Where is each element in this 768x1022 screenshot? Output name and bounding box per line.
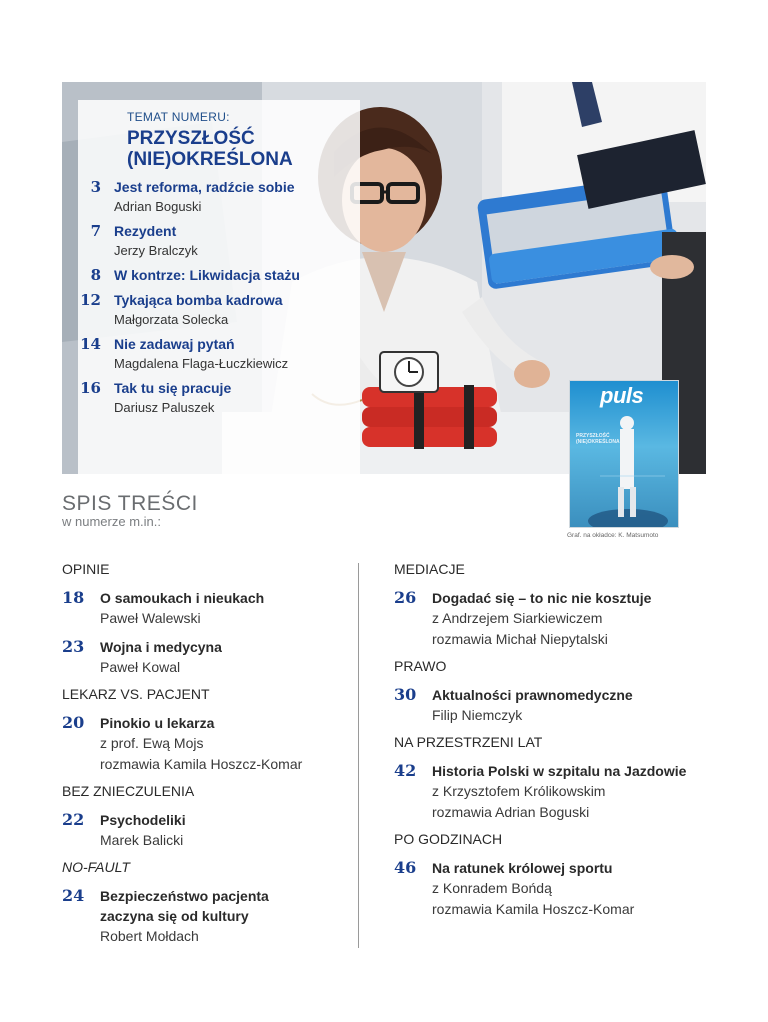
theme-item-title: Rezydent [114,223,177,239]
toc-item-page: 46 [394,858,417,877]
toc-item-title: Bezpieczeństwo pacjenta [100,888,269,904]
toc-item[interactable] [62,713,352,775]
theme-item-author: Magdalena Flaga-Łuczkiewicz [114,356,289,371]
theme-item[interactable] [62,379,362,416]
theme-item-title: W kontrze: Likwidacja stażu [114,267,300,283]
theme-item-title: Jest reforma, radźcie sobie [114,179,295,195]
theme-title [127,128,362,170]
theme-item-author: Dariusz Paluszek [114,400,215,415]
toc-item-title: Dogadać się – to nic nie kosztuje [432,590,652,606]
toc-item-page: 30 [394,685,417,704]
toc-item-title: Na ratunek królowej sportu [432,860,613,876]
toc-item-title: O samoukach i nieukach [100,590,265,606]
toc-item-title: Psychodeliki [100,812,186,828]
toc-item-line: rozmawia Kamila Hoszcz-Komar [100,756,303,772]
cover-title: PRZYSZŁOŚĆ (NIE)OKREŚLONA [576,433,620,445]
magazine-cover-thumbnail[interactable] [570,381,678,527]
toc-right-column [394,561,724,928]
section-heading: LEKARZ VS. PACJENT [62,686,210,702]
spis-heading [62,493,198,529]
section-heading: BEZ ZNIECZULENIA [62,783,195,799]
theme-item-page: 8 [90,266,101,284]
theme-item-page: 3 [90,178,101,196]
toc-item-title: Historia Polski w szpitalu na Jazdowie [432,763,687,779]
section-heading: PRAWO [394,658,447,674]
theme-item-title: Tak tu się pracuje [114,380,232,396]
column-divider [358,563,359,948]
toc-item[interactable] [62,588,352,629]
spis-title: SPIS TREŚCI [62,492,198,515]
spis-subtitle: w numerze m.in.: [62,514,161,529]
toc-item[interactable] [62,810,352,851]
theme-title-line2: (NIE)OKREŚLONA [127,149,293,170]
toc-left-column [62,561,352,955]
theme-item-author: Adrian Boguski [114,199,202,214]
toc-item[interactable] [62,637,352,678]
toc-item-title: Aktualności prawnomedyczne [432,687,633,703]
section-heading: NO-FAULT [62,859,130,875]
toc-item-author: Marek Balicki [100,832,184,848]
toc-item-line: z Andrzejem Siarkiewiczem [432,610,603,626]
toc-item-page: 20 [62,713,85,732]
theme-item[interactable] [62,178,362,215]
toc-item-author: Filip Niemczyk [432,707,523,723]
toc-item-page: 18 [62,588,85,607]
section-heading: NA PRZESTRZENI LAT [394,734,543,750]
theme-item[interactable] [62,266,362,284]
toc-item-page: 23 [62,637,85,656]
toc-item[interactable] [394,761,724,823]
theme-item-page: 7 [90,222,101,240]
toc-item-page: 26 [394,588,417,607]
section-heading: MEDIACJE [394,561,465,577]
toc-item-title: Pinokio u lekarza [100,715,215,731]
section-heading: OPINIE [62,561,110,577]
cover-logo: puls [600,383,644,408]
theme-item-author: Jerzy Bralczyk [114,243,198,258]
toc-item-title: Wojna i medycyna [100,639,222,655]
toc-item-author: Robert Mołdach [100,928,199,944]
toc-item-author: Paweł Kowal [100,659,181,675]
theme-item[interactable] [62,291,362,328]
theme-list [62,110,362,423]
section-heading: PO GODZINACH [394,831,503,847]
theme-item-title: Tykająca bomba kadrowa [114,292,283,308]
theme-item-title: Nie zadawaj pytań [114,336,235,352]
toc-item[interactable] [394,588,724,650]
theme-item-page: 14 [80,335,101,353]
theme-item[interactable] [62,222,362,259]
toc-item-line: z Krzysztofem Królikowskim [432,783,606,799]
cover-figure-illustration [570,381,678,527]
theme-kicker: TEMAT NUMERU: [127,110,230,124]
theme-item[interactable] [62,335,362,372]
toc-item-author: Paweł Walewski [100,610,201,626]
toc-item-line: z prof. Ewą Mojs [100,735,204,751]
toc-item-line: z Konradem Bońdą [432,880,552,896]
toc-item-page: 24 [62,886,85,905]
toc-item-line: rozmawia Kamila Hoszcz-Komar [432,901,635,917]
toc-item[interactable] [62,886,352,947]
theme-item-page: 12 [80,291,101,309]
toc-item-title-cont: zaczyna się od kultury [100,908,249,924]
theme-item-page: 16 [80,379,101,397]
toc-item-line: rozmawia Adrian Boguski [432,804,590,820]
toc-item[interactable] [394,858,724,920]
toc-item[interactable] [394,685,724,726]
cover-credit: Graf. na okładce: K. Matsumoto [567,532,659,539]
toc-item-line: rozmawia Michał Niepytalski [432,631,608,647]
toc-item-page: 42 [394,761,417,780]
toc-item-page: 22 [62,810,85,829]
theme-title-line1: PRZYSZŁOŚĆ [127,128,255,149]
theme-item-author: Małgorzata Solecka [114,312,229,327]
